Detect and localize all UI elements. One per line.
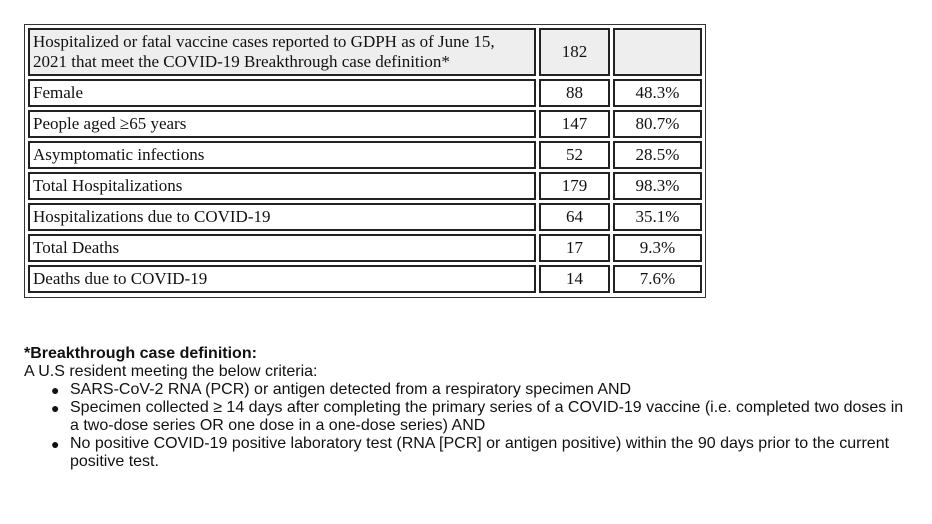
list-item (51, 399, 914, 435)
row-label-cell: People aged ≥65 years (28, 110, 536, 138)
table-row (28, 110, 702, 138)
row-label-cell: Deaths due to COVID-19 (28, 265, 536, 293)
row-pct-cell: 7.6% (613, 265, 702, 293)
row-pct-cell: 80.7% (613, 110, 702, 138)
header-count-cell: 182 (539, 28, 610, 76)
breakthrough-definition (24, 345, 914, 471)
table-row (28, 234, 702, 262)
table-row (28, 79, 702, 107)
bullet-icon: ● (51, 400, 60, 416)
row-pct-cell: 28.5% (613, 141, 702, 169)
header-label-cell: Hospitalized or fatal vaccine cases reported to GDPH as of June 15, 2021 that meet the COVID-19 Breakthrough case definition* (28, 28, 536, 76)
table-row (28, 141, 702, 169)
row-pct-cell: 9.3% (613, 234, 702, 262)
list-item (51, 381, 914, 399)
table-row (28, 172, 702, 200)
cases-table (25, 25, 705, 296)
row-pct-cell: 98.3% (613, 172, 702, 200)
row-label-cell: Hospitalizations due to COVID-19 (28, 203, 536, 231)
criteria-list (24, 381, 914, 471)
row-count-cell: 179 (539, 172, 610, 200)
row-count-cell: 147 (539, 110, 610, 138)
row-pct-cell: 48.3% (613, 79, 702, 107)
bullet-icon: ● (51, 382, 60, 398)
row-count-cell: 88 (539, 79, 610, 107)
table-row (28, 203, 702, 231)
criteria-text: Specimen collected ≥ 14 days after completing the primary series of a COVID-19 vaccine (i.e. completed two doses in a two-dose series OR one dose in a one-dose series) AND (70, 399, 904, 434)
definition-title: *Breakthrough case definition: (24, 345, 257, 362)
criteria-text: SARS-CoV-2 RNA (PCR) or antigen detected from a respiratory specimen AND (70, 381, 632, 398)
row-label-cell: Total Hospitalizations (28, 172, 536, 200)
row-pct-cell: 35.1% (613, 203, 702, 231)
bullet-icon: ● (51, 436, 60, 452)
definition-intro: A U.S resident meeting the below criteria: (24, 363, 318, 380)
table-row (28, 265, 702, 293)
row-label-cell: Female (28, 79, 536, 107)
header-pct-cell (613, 28, 702, 76)
row-label-cell: Total Deaths (28, 234, 536, 262)
row-count-cell: 64 (539, 203, 610, 231)
criteria-text: No positive COVID-19 positive laboratory test (RNA [PCR] or antigen positive) within the 90 days prior to the current positive test. (70, 435, 890, 470)
row-count-cell: 17 (539, 234, 610, 262)
row-count-cell: 52 (539, 141, 610, 169)
table-header-row (28, 28, 702, 76)
breakthrough-cases-table (24, 24, 706, 298)
row-count-cell: 14 (539, 265, 610, 293)
list-item (51, 435, 914, 471)
row-label-cell: Asymptomatic infections (28, 141, 536, 169)
